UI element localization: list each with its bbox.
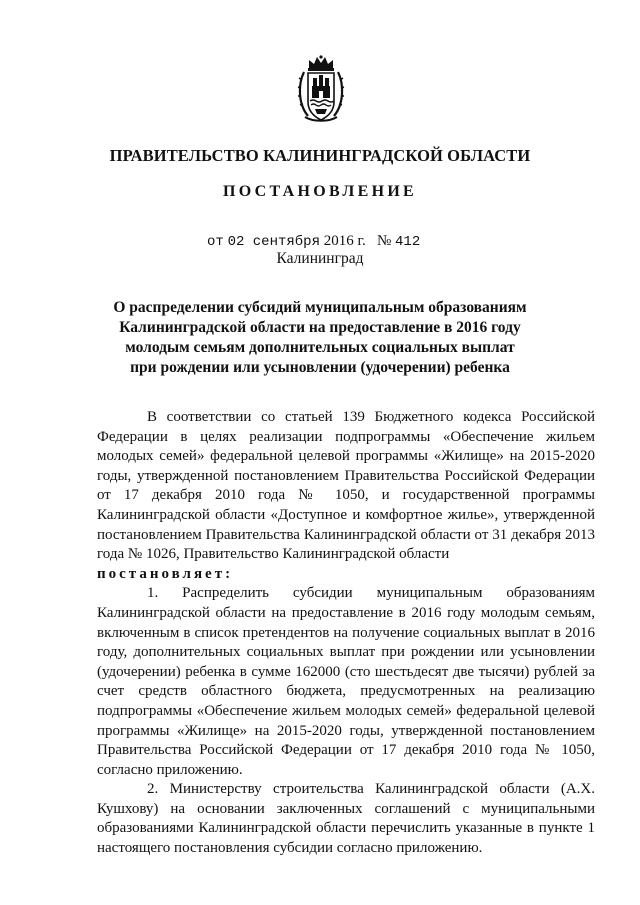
document-type: ПОСТАНОВЛЕНИЕ: [222, 183, 418, 200]
resolves-word: постановляет:: [97, 565, 234, 582]
title-line: О распределении субсидий муниципальным образованиям: [113, 299, 527, 316]
document-number: 412: [395, 234, 421, 250]
preamble-paragraph: В соответствии со статьей 139 Бюджетного кодекса Российской Федерации в целях реализации подпрограммы «Обеспечение жильем молодых семей» федеральной целевой программы «Жилище» на 2015-2020 годы, утвержденной постановлением Правительства Российской Федерации от 17 декабря 2010 года № 1050, и государственной программы Калининградской области «Доступное и комфортное жилье», утвержденной постановлением Правительства Калининградской области от 31 декабря 2013 года № 1026, Правительство Калининградской области: [97, 409, 595, 563]
title-line: Калининградской области на предоставление в 2016 году: [119, 319, 521, 336]
item-2-paragraph: 2. Министерству строительства Калининградской области (А.Х. Кушхову) на основании заключенных соглашений с муниципальными образованиями Калининградской области перечислить указанные в пункте 1 настоящего постановления субсидии согласно приложению.: [97, 781, 595, 857]
title-line: при рождении или усыновлении (удочерении) ребенка: [130, 359, 510, 376]
document-title: [60, 298, 580, 378]
date-day-month: 02 сентября: [227, 234, 320, 250]
city: Калининград: [276, 250, 364, 267]
kaliningrad-coat-of-arms-icon: [296, 54, 346, 124]
date-prefix: от: [207, 234, 224, 250]
title-line: молодым семьям дополнительных социальных выплат: [125, 339, 515, 356]
number-sign: №: [376, 233, 392, 249]
item-1-paragraph: 1. Распределить субсидии муниципальным образованиям Калининградской области на предоставление в 2016 году молодым семьям, включенным в список претендентов на получение социальных выплат в 2016 году, дополнительных социальных выплат при рождении или усыновлении (удочерении) ребенка в сумме 162000 (сто шестьдесят две тысячи) рублей за счет средств областного бюджета, предусмотренных на реализацию подпрограммы «Обеспечение жильем молодых семей» федеральной целевой программы «Жилище» на 2015-2020 годы, утвержденной постановлением Правительства Российской Федерации от 17 декабря 2010 года № 1050, согласно приложению.: [97, 585, 595, 778]
document-body: [97, 408, 595, 859]
date-year: 2016 г.: [323, 233, 366, 249]
government-name: ПРАВИТЕЛЬСТВО КАЛИНИНГРАДСКОЙ ОБЛАСТИ: [109, 146, 531, 165]
date-number-line: [207, 233, 420, 250]
